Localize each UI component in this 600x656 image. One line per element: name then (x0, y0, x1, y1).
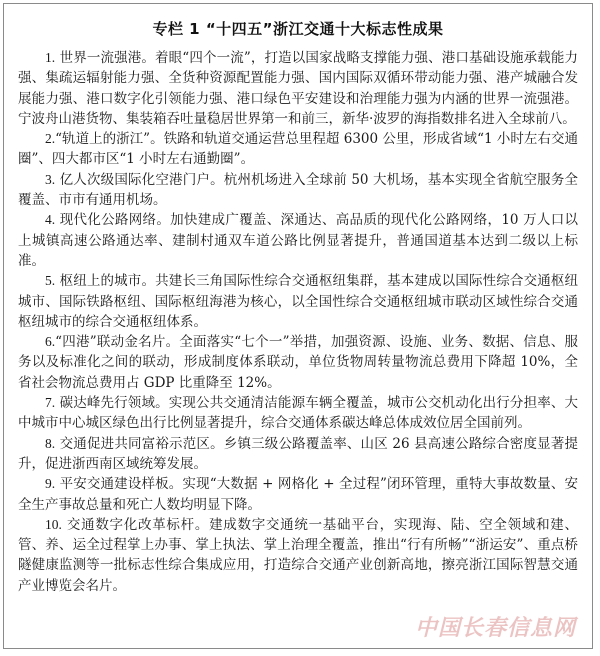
list-item (18, 210, 578, 271)
list-item (18, 170, 578, 211)
list-item (18, 515, 578, 596)
list-item (18, 271, 578, 332)
list-item (18, 129, 578, 170)
item-number: 8. (45, 435, 56, 451)
item-text: 现代化公路网络。加快建成广覆盖、深通达、高品质的现代化公路网络，10 万人口以上城镇高速公路通达率、建制村通双车道公路比例显著提升，普通国道基本达到二级以上标准。 (18, 212, 578, 269)
item-number: 9. (45, 476, 56, 492)
item-text: 平安交通建设样板。实现“大数据 + 网格化 + 全过程”闭环管理，重特大事故数量、安全生产事故总量和死亡人数均明显下降。 (18, 476, 579, 513)
column-body (18, 48, 578, 596)
list-item (18, 332, 578, 393)
list-item (18, 48, 578, 129)
item-number: 10. (45, 516, 62, 532)
item-number: 1. (45, 50, 56, 65)
item-number: 3. (45, 171, 56, 187)
item-number: 7. (45, 395, 56, 411)
item-text: 交通数字化改革标杆。建成数字交通统一基础平台，实现海、陆、空全领域和建、管、养、运全过程掌上办事、掌上执法、掌上治理全覆盖，推出“行有所畅”“浙运安”、重点桥隧健康监测等一批标志性综合集成应用，打造综合交通产业创新高地，擦亮浙江国际智慧交通产业博览会名片。 (18, 516, 579, 594)
list-item (18, 434, 578, 475)
item-text: 亿人次级国际化空港门户。杭州机场进入全球前 50 大机场，基本实现全省航空服务全覆盖、市市有通用机场。 (18, 171, 579, 209)
item-text: “四港”联动金名片。全面落实“七个一”举措，加强资源、设施、业务、数据、信息、服务以及标准化之间的联动，形成制度体系联动，单位货物周转量物流总费用下降超 10%，全省社会物流总费用占 GDP 比重降至 12%。 (18, 334, 578, 391)
list-item (18, 393, 578, 434)
site-watermark: 中国长春信息网 (414, 616, 576, 641)
item-text: “轨道上的浙江”。铁路和轨道交通运营总里程超 6300 公里，形成省域“1 小时左右交通圈”、四大都市区“1 小时左右通勤圈”。 (18, 131, 578, 168)
column-box (3, 3, 593, 649)
item-number: 6. (45, 334, 56, 350)
column-title: 专栏 1 “十四五”浙江交通十大标志性成果 (152, 20, 444, 38)
item-text: 碳达峰先行领域。实现公共交通清洁能源车辆全覆盖，城市公交机动化出行分担率、大中城市中心城区绿色出行比例显著提升，综合交通体系碳达峰总体成效位居全国前列。 (18, 395, 579, 432)
item-text: 世界一流强港。着眼“四个一流”，打造以国家战略支撑能力强、港口基础设施承载能力强、集疏运辐射能力强、全货种资源配置能力强、国内国际双循环带动能力强、港产城融合发展能力强、港口数字化引领能力强、港口绿色平安建设和治理能力强为内涵的世界一流强港。宁波舟山港货物、集装箱吞吐量稳居世界第一和前三，新华·波罗的海指数排名进入全球前八。 (18, 50, 578, 127)
item-text: 枢纽上的城市。共建长三角国际性综合交通枢纽集群，基本建成以国际性综合交通枢纽城市、国际铁路枢纽、国际枢纽海港为核心，以全国性综合交通枢纽城市联动区域性综合交通枢纽城市的综合交通枢纽体系。 (18, 273, 579, 330)
list-item (18, 474, 578, 515)
item-number: 4. (45, 212, 56, 228)
item-number: 2. (45, 131, 56, 147)
item-text: 交通促进共同富裕示范区。乡镇三级公路覆盖率、山区 26 县高速公路综合密度显著提升，促进浙西南区域统筹发展。 (18, 435, 579, 472)
item-number: 5. (45, 273, 56, 289)
